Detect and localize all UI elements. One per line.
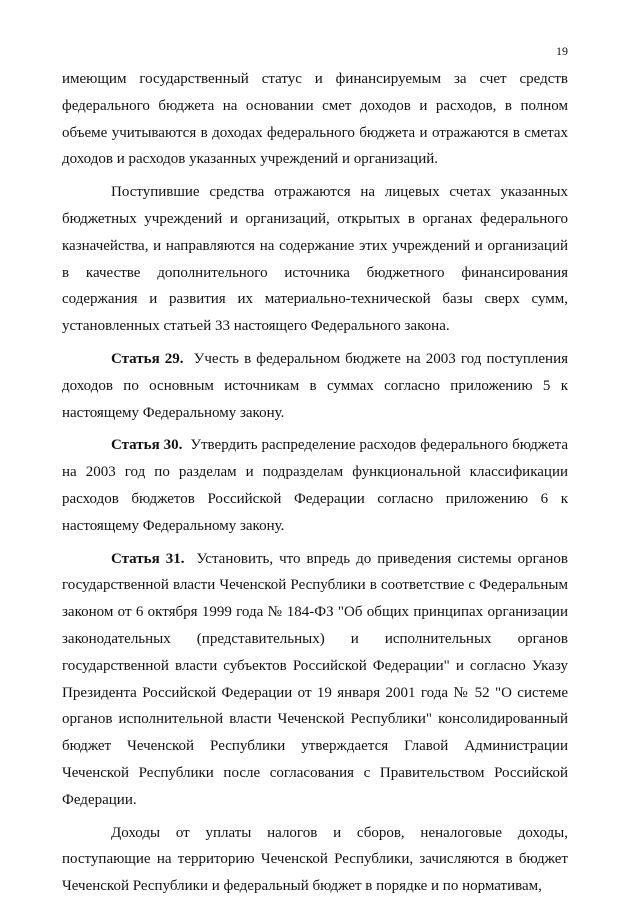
article-text: Установить, что впредь до приведения системы органов государственной власти Чеченской Республики в соответствие с Федеральным законом от 6 октября 1999 года № 184-ФЗ "Об общих принципах организации законодательных (представительных) и исполнительных органов государственной власти субъектов Российской Федерации" и согласно Указу Президента Российской Федерации от 19 января 2001 года № 52 "О системе органов исполнительной власти Чеченской Республики" консолидированный бюджет Чеченской Республики утверждается Главой Администрации Чеченской Республики после согласования с Правительством Российской Федерации. (62, 550, 568, 808)
article-text: Учесть в федеральном бюджете на 2003 год поступления доходов по основным источникам в суммах согласно приложению 5 к настоящему Федеральному закону. (62, 350, 568, 421)
article-label: Статья 29. (111, 350, 184, 367)
article-30 (62, 432, 568, 539)
article-label: Статья 31. (111, 550, 185, 567)
paragraph-text: имеющим государственный статус и финансируемым за счет средств федерального бюджета на основании смет доходов и расходов, в полном объеме учитываются в доходах федерального бюджета и отражаются в сметах доходов и расходов указанных учреждений и организаций. (62, 71, 568, 168)
article-31 (62, 546, 568, 814)
paragraph-chechen-revenues (62, 820, 568, 900)
page-number: 19 (556, 44, 568, 58)
document-body (62, 66, 568, 900)
paragraph-text: Поступившие средства отражаются на лицевых счетах указанных бюджетных учреждений и организаций, открытых в органах федерального казначейства, и направляются на содержание этих учреждений и организаций в качестве дополнительного источника бюджетного финансирования содержания и развития их материально-технической базы сверх сумм, установленных статьей 33 настоящего Федерального закона. (62, 184, 568, 335)
article-text: Утвердить распределение расходов федерального бюджета на 2003 год по разделам и подразделам функциональной классификации расходов бюджетов Российской Федерации согласно приложению 6 к настоящему Федеральному закону. (62, 437, 569, 534)
paragraph-continuation (62, 66, 568, 173)
paragraph-text: Доходы от уплаты налогов и сборов, неналоговые доходы, поступающие на территорию Чеченской Республики, зачисляются в бюджет Чеченской Республики и федеральный бюджет в порядке и по нормативам, (62, 824, 568, 895)
paragraph-funds-accounting (62, 179, 568, 340)
article-29 (62, 346, 568, 426)
article-label: Статья 30. (111, 437, 183, 454)
